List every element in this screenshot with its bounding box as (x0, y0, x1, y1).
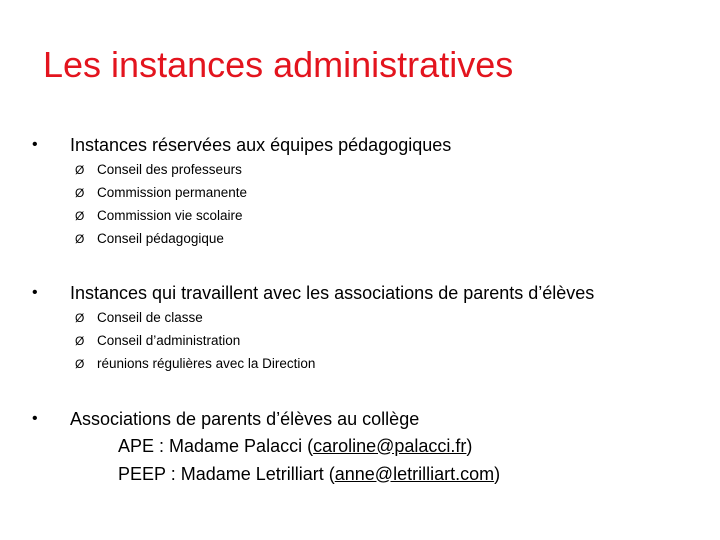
section-equipes-pedagogiques (32, 132, 451, 250)
section-heading-row (32, 406, 500, 432)
arrow-icon: Ø (75, 333, 85, 348)
contact-prefix: APE : Madame Palacci ( (118, 435, 314, 456)
list-item (75, 352, 594, 375)
arrow-icon: Ø (75, 356, 85, 371)
list-item-label: Conseil de classe (97, 310, 203, 325)
list-item (75, 227, 451, 250)
list-item-label: réunions régulières avec la Direction (97, 356, 316, 371)
contact-suffix: ) (466, 435, 473, 456)
section-associations-parents (32, 280, 594, 375)
list-item (75, 181, 451, 204)
section-heading: Instances réservées aux équipes pédagogiques (70, 134, 452, 155)
list-item (75, 306, 594, 329)
list-item-label: Conseil des professeurs (97, 162, 242, 177)
arrow-icon: Ø (75, 310, 85, 325)
section-heading: Associations de parents d’élèves au collège (70, 408, 420, 429)
sub-list (32, 306, 594, 375)
contact-suffix: ) (494, 463, 501, 484)
bullet-icon: • (32, 284, 38, 301)
section-associations-college (32, 406, 500, 488)
arrow-icon: Ø (75, 162, 85, 177)
contact-prefix: PEEP : Madame Letrilliart ( (118, 463, 335, 484)
list-item-label: Commission permanente (97, 185, 248, 200)
list-item-label: Conseil pédagogique (97, 231, 224, 246)
sub-list (32, 158, 451, 250)
arrow-icon: Ø (75, 185, 85, 200)
email-link-peep[interactable]: anne@letrilliart.com (334, 463, 495, 484)
list-item (75, 329, 594, 352)
bullet-icon: • (32, 136, 38, 153)
contact-peep (32, 460, 500, 488)
list-item-label: Commission vie scolaire (97, 208, 243, 223)
list-item-label: Conseil d’administration (97, 333, 241, 348)
list-item (75, 158, 451, 181)
contact-ape (32, 432, 500, 460)
slide-title: Les instances administratives (43, 44, 514, 85)
arrow-icon: Ø (75, 208, 85, 223)
bullet-icon: • (32, 410, 38, 427)
list-item (75, 204, 451, 227)
arrow-icon: Ø (75, 231, 85, 246)
section-heading-row (32, 132, 451, 158)
section-heading: Instances qui travaillent avec les associations de parents d’élèves (70, 282, 595, 303)
section-heading-row (32, 280, 594, 306)
email-link-ape[interactable]: caroline@palacci.fr (313, 435, 467, 456)
